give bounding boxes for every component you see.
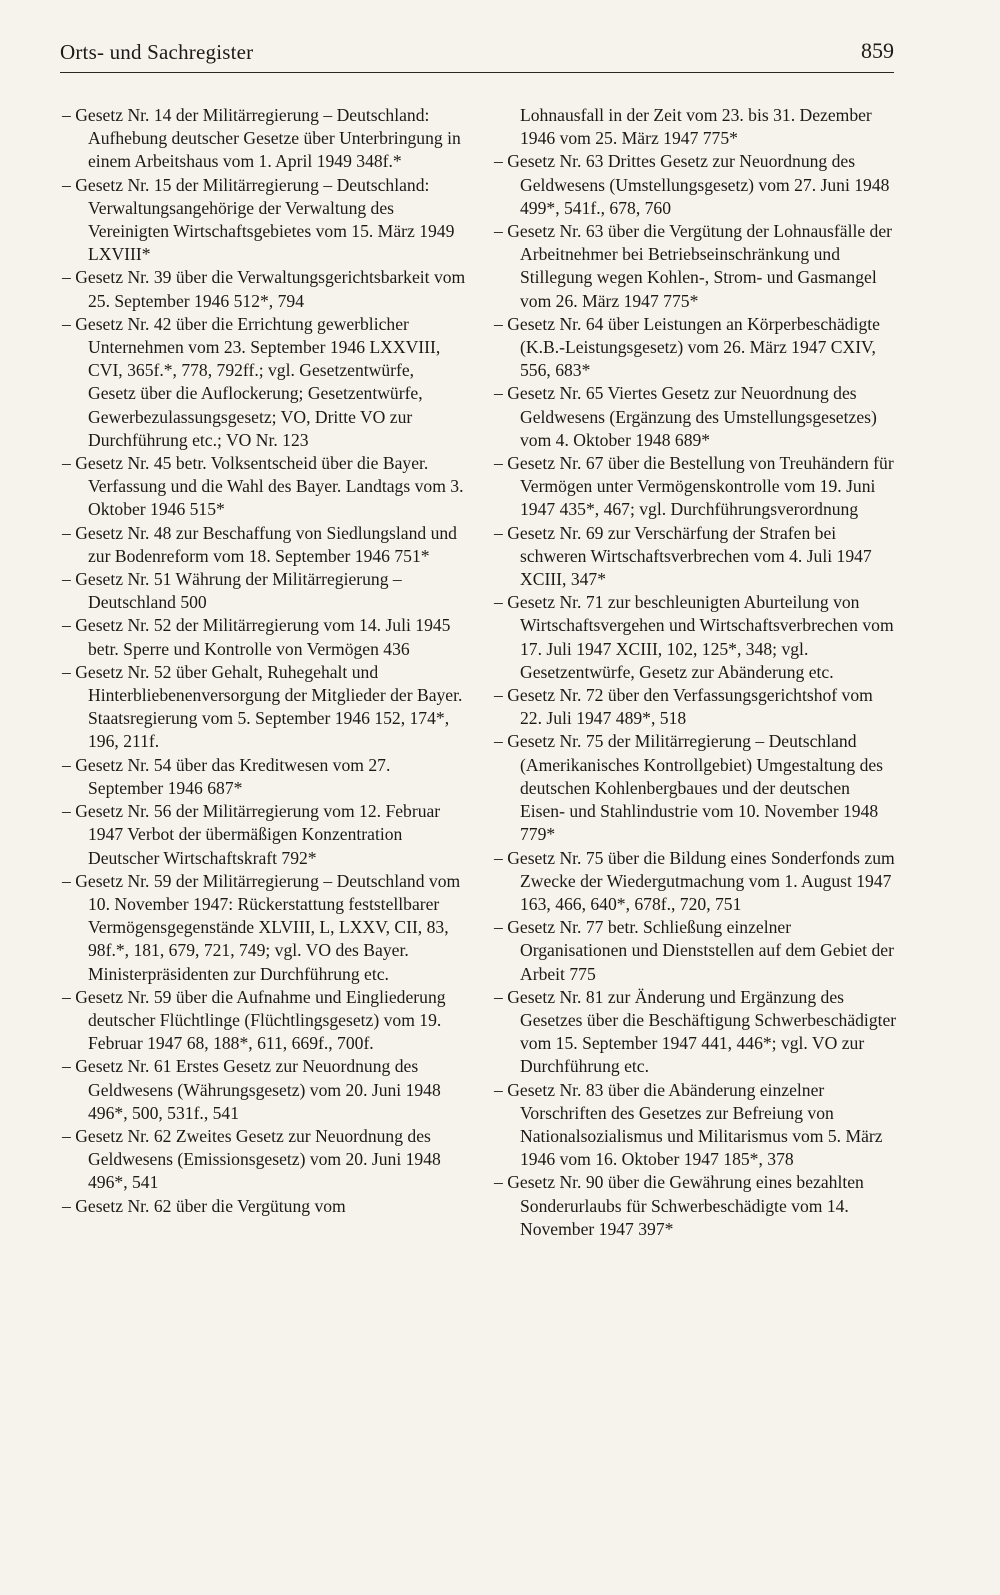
index-entry: – Gesetz Nr. 69 zur Verschärfung der Strafen bei schweren Wirtschaftsverbrechen vom 4. Juli 1947 XCIII, 347* — [494, 522, 872, 590]
index-entry: – Gesetz Nr. 42 über die Errichtung gewerblicher Unternehmen vom 23. September 1946 LXXVIII, CVI, 365f.*, 778, 792ff.; vgl. Gesetzentwürfe, Gesetz über die Auflockerung; Gesetzentwürfe, Gewerbezulassungsgesetz; VO, Dritte VO zur Durchführung etc.; VO Nr. 123 — [62, 313, 441, 450]
index-entry: – Gesetz Nr. 14 der Militärregierung – Deutschland: Aufhebung deutscher Gesetze über Unterbringung in einem Arbeitshaus vom 1. April 1949 348f.* — [62, 105, 461, 172]
index-entry: – Gesetz Nr. 64 über Leistungen an Körperbeschädigte (K.B.-Leistungsgesetz) vom 26. März 1947 CXIV, 556, 683* — [494, 313, 880, 381]
index-entry: – Gesetz Nr. 48 zur Beschaffung von Siedlungsland und zur Bodenreform vom 18. September 1946 751* — [62, 522, 457, 566]
index-entry: – Gesetz Nr. 77 betr. Schließung einzelner Organisationen und Dienststellen auf dem Gebiet der Arbeit 775 — [494, 917, 894, 984]
index-entry: – Gesetz Nr. 65 Viertes Gesetz zur Neuordnung des Geldwesens (Ergänzung des Umstellungsgesetzes) vom 4. Oktober 1948 689* — [494, 383, 877, 450]
index-entry: – Gesetz Nr. 59 über die Aufnahme und Eingliederung deutscher Flüchtlinge (Flüchtlingsgesetz) vom 19. Februar 1947 68, 188*, 611, 669f., 700f. — [62, 986, 446, 1054]
index-entry: – Gesetz Nr. 56 der Militärregierung vom 12. Februar 1947 Verbot der übermäßigen Konzentration Deutscher Wirtschaftskraft 792* — [62, 801, 441, 868]
index-entry: – Gesetz Nr. 62 Zweites Gesetz zur Neuordnung des Geldwesens (Emissionsgesetz) vom 20. Juni 1948 496*, 541 — [62, 1125, 441, 1193]
index-entry: – Gesetz Nr. 72 über den Verfassungsgerichtshof vom 22. Juli 1947 489*, 518 — [494, 685, 873, 729]
index-entry: – Gesetz Nr. 63 über die Vergütung der Lohnausfälle der Arbeitnehmer bei Betriebseinschränkung und Stillegung wegen Kohlen-, Strom- und Gasmangel vom 26. März 1947 775* — [494, 221, 893, 311]
index-entry: – Gesetz Nr. 67 über die Bestellung von Treuhändern für Vermögen unter Vermögenskontrolle vom 19. Juni 1947 435*, 467; vgl. Durchführungsverordnung — [494, 453, 894, 520]
index-entry: – Gesetz Nr. 71 zur beschleunigten Aburteilung von Wirtschaftsvergehen und Wirtschaftsverbrechen vom 17. Juli 1947 XCIII, 102, 125*, 348; vgl. Gesetzentwürfe, Gesetz zur Abänderung etc. — [494, 592, 894, 682]
index-entry: – Gesetz Nr. 61 Erstes Gesetz zur Neuordnung des Geldwesens (Währungsgesetz) vom 20. Juni 1948 496*, 500, 531f., 541 — [62, 1056, 441, 1123]
running-title: Orts- und Sachregister — [60, 40, 254, 64]
index-entry: – Gesetz Nr. 54 über das Kreditwesen vom 27. September 1946 687* — [62, 754, 391, 798]
index-entry: – Gesetz Nr. 75 über die Bildung eines Sonderfonds zum Zwecke der Wiedergutmachung vom 1. August 1947 163, 466, 640*, 678f., 720, 751 — [494, 847, 895, 914]
index-entry-continuation: Lohnausfall in der Zeit vom 23. bis 31. Dezember 1946 vom 25. März 1947 775* — [520, 105, 872, 149]
index-entry: – Gesetz Nr. 59 der Militärregierung – Deutschland vom 10. November 1947: Rückerstattung feststellbarer Vermögensgegenstände XLVIII, L, LXXV, CII, 83, 98f.*, 181, 679, 721, 749; vgl. VO des Bayer. Ministerpräsidenten zur Durchführung etc. — [62, 870, 461, 984]
index-entry: – Gesetz Nr. 52 über Gehalt, Ruhegehalt und Hinterbliebenenversorgung der Mitglieder der Bayer. Staatsregierung vom 5. September 1946 152, 174*, 196, 211f. — [62, 661, 463, 752]
page-number: 859 — [861, 38, 894, 63]
index-column-right — [494, 104, 898, 1241]
index-entry: – Gesetz Nr. 75 der Militärregierung – Deutschland (Amerikanisches Kontrollgebiet) Umgestaltung des deutschen Kohlenbergbaues und der deutschen Eisen- und Stahlindustrie vom 10. November 1948 779* — [494, 731, 884, 845]
index-entry: – Gesetz Nr. 51 Währung der Militärregierung – Deutschland 500 — [62, 569, 402, 613]
index-column-left — [62, 104, 466, 1218]
index-entry: – Gesetz Nr. 63 Drittes Gesetz zur Neuordnung des Geldwesens (Umstellungsgesetz) vom 27. Juni 1948 499*, 541f., 678, 760 — [494, 151, 890, 218]
index-entry: – Gesetz Nr. 52 der Militärregierung vom 14. Juli 1945 betr. Sperre und Kontrolle von Vermögen 436 — [62, 615, 451, 659]
index-entry: – Gesetz Nr. 62 über die Vergütung vom — [62, 1195, 346, 1216]
index-entry: – Gesetz Nr. 81 zur Änderung und Ergänzung des Gesetzes über die Beschäftigung Schwerbeschädigter vom 15. September 1947 441, 446*; vgl. VO zur Durchführung etc. — [494, 986, 897, 1077]
page-header — [60, 38, 894, 73]
index-entry: – Gesetz Nr. 83 über die Abänderung einzelner Vorschriften des Gesetzes zur Befreiung von Nationalsozialismus und Militarismus vom 5. März 1946 vom 16. Oktober 1947 185*, 378 — [494, 1079, 883, 1170]
index-entry: – Gesetz Nr. 90 über die Gewährung eines bezahlten Sonderurlaubs für Schwerbeschädigte vom 14. November 1947 397* — [494, 1172, 864, 1239]
index-entry: – Gesetz Nr. 39 über die Verwaltungsgerichtsbarkeit vom 25. September 1946 512*, 794 — [62, 267, 466, 311]
index-entry: – Gesetz Nr. 45 betr. Volksentscheid über die Bayer. Verfassung und die Wahl des Bayer. Landtags vom 3. Oktober 1946 515* — [62, 453, 464, 520]
index-entry: – Gesetz Nr. 15 der Militärregierung – Deutschland: Verwaltungsangehörige der Verwaltung des Vereinigten Wirtschaftsgebietes vom 15. März 1949 LXVIII* — [62, 174, 455, 265]
